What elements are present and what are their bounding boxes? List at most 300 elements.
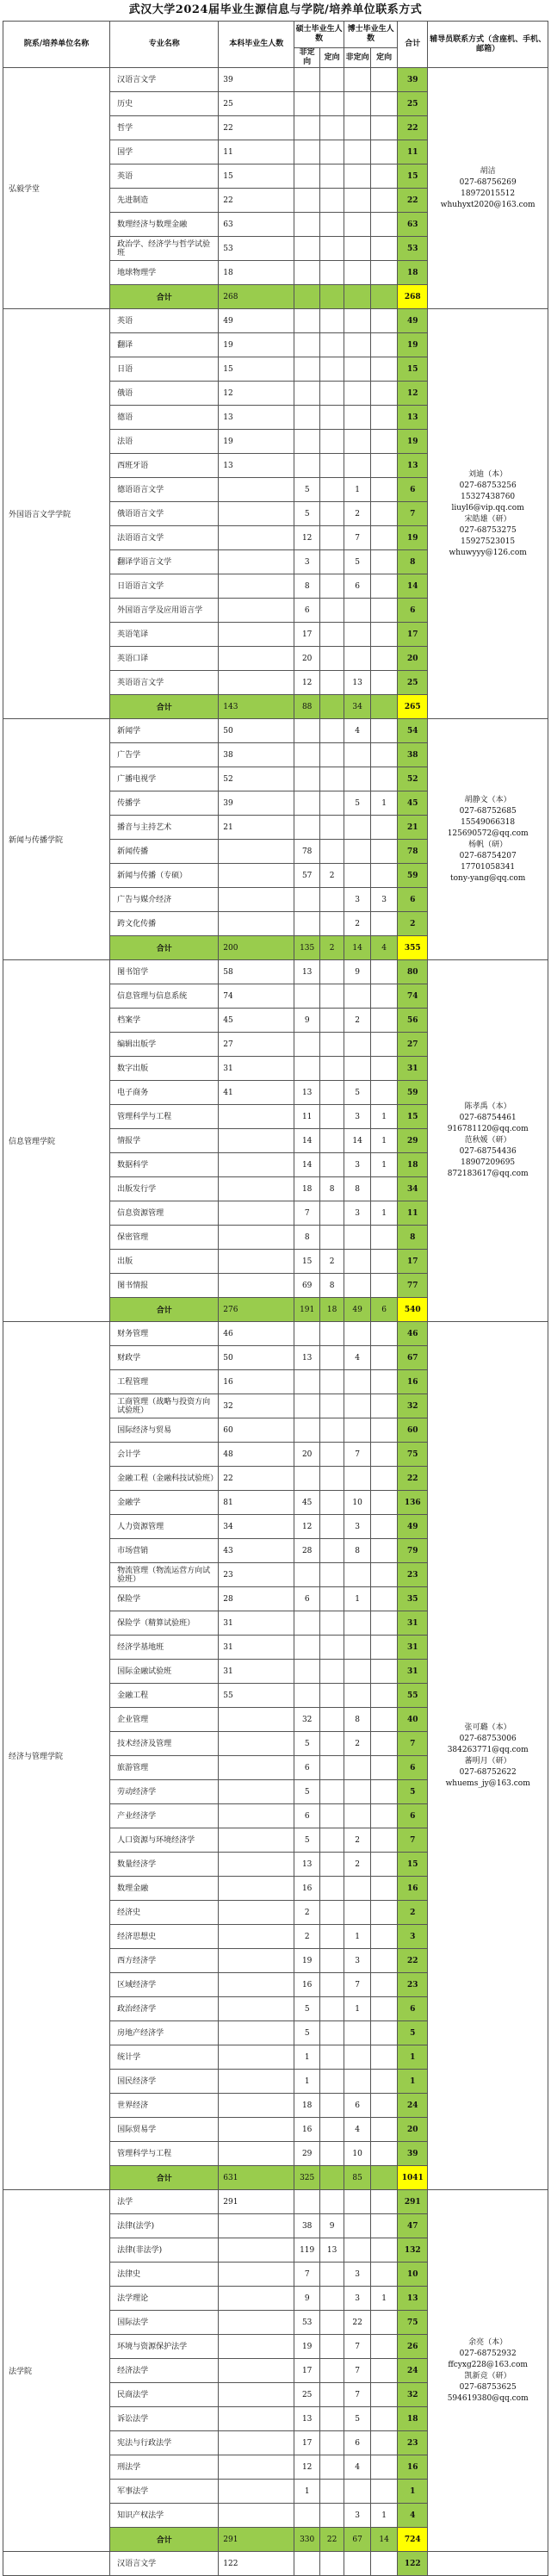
master-noncommit-cell: 6 — [294, 1756, 320, 1780]
contact-line: 594619380@qq.com — [447, 2393, 529, 2403]
undergrad-cell: 291 — [219, 2190, 294, 2214]
undergrad-cell — [219, 1997, 294, 2021]
undergrad-cell — [219, 2383, 294, 2407]
master-commit-cell — [320, 1515, 344, 1539]
undergrad-cell — [219, 2504, 294, 2528]
phd-noncommit-cell: 6 — [344, 2431, 371, 2455]
master-commit-cell — [320, 2431, 344, 2455]
phd-commit-cell: 1 — [371, 1201, 398, 1226]
contact-line: 15327438760 — [461, 492, 516, 501]
undergrad-cell: 49 — [219, 309, 294, 333]
phd-noncommit-cell: 7 — [344, 2359, 371, 2383]
phd-noncommit-cell: 9 — [344, 960, 371, 984]
contact-line: 胡洁 — [480, 166, 496, 176]
total-cell: 18 — [398, 261, 428, 285]
undergrad-cell — [219, 623, 294, 647]
master-noncommit-cell: 18 — [294, 1177, 320, 1201]
master-commit-cell — [320, 2504, 344, 2528]
major-name: 技术经济及管理 — [110, 1732, 219, 1756]
phd-noncommit-cell: 7 — [344, 1973, 371, 1997]
major-name: 世界经济 — [110, 2094, 219, 2118]
sum-master-noncommit-cell: 330 — [294, 2528, 320, 2552]
phd-noncommit-cell: 3 — [344, 2287, 371, 2311]
phd-noncommit-cell: 6 — [344, 2094, 371, 2118]
total-cell: 24 — [398, 2094, 428, 2118]
phd-commit-cell — [371, 2335, 398, 2359]
phd-commit-cell — [371, 1081, 398, 1105]
undergrad-cell — [219, 2480, 294, 2504]
master-noncommit-cell — [294, 1636, 320, 1660]
major-name: 工程管理 — [110, 1370, 219, 1394]
phd-commit-cell — [371, 2142, 398, 2166]
master-commit-cell — [320, 116, 344, 140]
phd-noncommit-cell — [344, 1684, 371, 1708]
total-cell: 1 — [398, 2070, 428, 2094]
undergrad-cell — [219, 1226, 294, 1250]
total-cell: 25 — [398, 92, 428, 116]
major-name: 保险学（精算试验班） — [110, 1611, 219, 1636]
contact-line: 15549066318 — [461, 817, 516, 827]
contact-line: 027-68752622 — [459, 1767, 517, 1777]
header-major: 专业名称 — [110, 22, 219, 68]
master-commit-cell — [320, 1587, 344, 1611]
sum-total-cell: 540 — [398, 1298, 428, 1322]
master-noncommit-cell — [294, 1563, 320, 1587]
master-commit-cell — [320, 1853, 344, 1877]
total-cell: 17 — [398, 1250, 428, 1274]
master-noncommit-cell — [294, 1684, 320, 1708]
major-name: 金融工程（金融科技试验班） — [110, 1467, 219, 1491]
major-name: 国民经济学 — [110, 2070, 219, 2094]
major-name: 英语口译 — [110, 647, 219, 671]
master-commit-cell — [320, 1611, 344, 1636]
undergrad-cell: 45 — [219, 1009, 294, 1033]
phd-commit-cell — [371, 1467, 398, 1491]
contact-line: 范秋媛（研） — [464, 1136, 511, 1145]
contact-line: 027-68754207 — [459, 851, 517, 860]
master-commit-cell — [320, 1997, 344, 2021]
major-name: 英语 — [110, 309, 219, 333]
phd-commit-cell — [371, 1033, 398, 1057]
phd-commit-cell — [371, 2359, 398, 2383]
master-noncommit-cell — [294, 743, 320, 767]
sum-label: 合计 — [110, 1298, 219, 1322]
master-noncommit-cell: 9 — [294, 1009, 320, 1033]
sum-master-commit-cell — [320, 695, 344, 719]
master-noncommit-cell: 5 — [294, 478, 320, 502]
undergrad-cell — [219, 1250, 294, 1274]
master-noncommit-cell: 1 — [294, 2045, 320, 2070]
major-name: 英语 — [110, 164, 219, 189]
phd-commit-cell — [371, 2455, 398, 2480]
major-name: 电子商务 — [110, 1081, 219, 1105]
master-commit-cell — [320, 960, 344, 984]
total-cell: 12 — [398, 382, 428, 406]
major-name: 英语笔译 — [110, 623, 219, 647]
sum-master-noncommit-cell: 325 — [294, 2166, 320, 2190]
total-cell: 49 — [398, 309, 428, 333]
master-commit-cell: 2 — [320, 864, 344, 888]
sum-master-commit-cell: 22 — [320, 2528, 344, 2552]
sum-label: 合计 — [110, 285, 219, 309]
phd-noncommit-cell — [344, 599, 371, 623]
master-noncommit-cell — [294, 1611, 320, 1636]
major-name: 先进制造 — [110, 189, 219, 213]
master-noncommit-cell: 12 — [294, 1515, 320, 1539]
undergrad-cell — [219, 574, 294, 599]
phd-commit-cell — [371, 1660, 398, 1684]
master-noncommit-cell: 6 — [294, 599, 320, 623]
master-noncommit-cell — [294, 309, 320, 333]
sum-master-commit-cell: 18 — [320, 1298, 344, 1322]
undergrad-cell — [219, 2359, 294, 2383]
master-commit-cell — [320, 1780, 344, 1804]
undergrad-cell — [219, 1732, 294, 1756]
phd-noncommit-cell — [344, 309, 371, 333]
sum-master-commit-cell — [320, 2166, 344, 2190]
undergrad-cell — [219, 2142, 294, 2166]
phd-commit-cell: 1 — [371, 2287, 398, 2311]
undergrad-cell: 50 — [219, 1346, 294, 1370]
master-commit-cell — [320, 526, 344, 550]
undergrad-cell — [219, 1853, 294, 1877]
undergrad-cell — [219, 502, 294, 526]
undergrad-cell: 60 — [219, 1418, 294, 1443]
phd-noncommit-cell: 8 — [344, 1177, 371, 1201]
phd-commit-cell — [371, 1804, 398, 1828]
master-noncommit-cell: 57 — [294, 864, 320, 888]
undergrad-cell — [219, 599, 294, 623]
master-commit-cell — [320, 1129, 344, 1153]
master-noncommit-cell — [294, 1660, 320, 1684]
phd-noncommit-cell — [344, 1274, 371, 1298]
total-cell: 15 — [398, 1105, 428, 1129]
master-commit-cell — [320, 719, 344, 743]
contact-line: 125690572@qq.com — [447, 829, 529, 838]
contact-line: 陈孝禹（本） — [464, 1102, 511, 1111]
phd-commit-cell — [371, 2480, 398, 2504]
phd-commit-cell — [371, 816, 398, 840]
table-row — [3, 2190, 548, 2214]
major-name: 工商管理（战略与投资方向试验班） — [110, 1394, 219, 1418]
contact-line: 027-68756269 — [459, 177, 517, 187]
page — [3, 0, 548, 2576]
master-commit-cell: 13 — [320, 2238, 344, 2263]
total-cell: 20 — [398, 2118, 428, 2142]
phd-commit-cell — [371, 550, 398, 574]
undergrad-cell — [219, 864, 294, 888]
phd-noncommit-cell — [344, 2070, 371, 2094]
undergrad-cell — [219, 1804, 294, 1828]
phd-commit-cell: 1 — [371, 791, 398, 816]
sum-undergrad-cell: 268 — [219, 285, 294, 309]
master-noncommit-cell: 1 — [294, 2070, 320, 2094]
phd-noncommit-cell: 10 — [344, 1491, 371, 1515]
master-commit-cell — [320, 888, 344, 912]
major-name: 知识产权法学 — [110, 2504, 219, 2528]
undergrad-cell — [219, 2214, 294, 2238]
sum-master-noncommit-cell: 135 — [294, 936, 320, 960]
undergrad-cell — [219, 1756, 294, 1780]
phd-noncommit-cell: 5 — [344, 791, 371, 816]
total-cell: 26 — [398, 2335, 428, 2359]
master-commit-cell — [320, 1370, 344, 1394]
undergrad-cell: 31 — [219, 1057, 294, 1081]
phd-noncommit-cell: 2 — [344, 1828, 371, 1853]
phd-noncommit-cell — [344, 1901, 371, 1925]
master-commit-cell — [320, 2263, 344, 2287]
master-noncommit-cell: 2 — [294, 1925, 320, 1949]
master-commit-cell — [320, 333, 344, 357]
phd-commit-cell — [371, 92, 398, 116]
phd-commit-cell — [371, 1732, 398, 1756]
master-noncommit-cell — [294, 767, 320, 791]
phd-noncommit-cell — [344, 647, 371, 671]
total-cell: 18 — [398, 2407, 428, 2431]
major-name: 人口资源与环境经济学 — [110, 1828, 219, 1853]
total-cell: 31 — [398, 1636, 428, 1660]
sum-phd-noncommit-cell: 67 — [344, 2528, 371, 2552]
contact-line: ffcyxg228@163.com — [448, 2360, 528, 2369]
undergrad-cell — [219, 526, 294, 550]
phd-commit-cell: 1 — [371, 2504, 398, 2528]
undergrad-cell: 15 — [219, 357, 294, 382]
master-noncommit-cell: 13 — [294, 1346, 320, 1370]
sum-master-noncommit-cell — [294, 285, 320, 309]
master-commit-cell — [320, 574, 344, 599]
major-name: 地球物理学 — [110, 261, 219, 285]
header-contact: 辅导员联系方式（含座机、手机、邮箱） — [428, 22, 548, 68]
sum-phd-commit-cell — [371, 285, 398, 309]
phd-noncommit-cell — [344, 1660, 371, 1684]
master-noncommit-cell: 69 — [294, 1274, 320, 1298]
phd-noncommit-cell: 2 — [344, 1732, 371, 1756]
dept-name: 外国语言文学学院 — [3, 309, 110, 719]
header-phd-noncommit: 非定向 — [344, 48, 371, 68]
master-commit-cell — [320, 984, 344, 1009]
phd-commit-cell — [371, 2021, 398, 2045]
phd-noncommit-cell — [344, 743, 371, 767]
major-name: 外国语言学及应用语言学 — [110, 599, 219, 623]
phd-commit-cell — [371, 2118, 398, 2142]
major-name: 翻译学语言文学 — [110, 550, 219, 574]
total-cell: 132 — [398, 2238, 428, 2263]
phd-commit-cell — [371, 647, 398, 671]
total-cell: 77 — [398, 1274, 428, 1298]
undergrad-cell: 39 — [219, 68, 294, 92]
undergrad-cell — [219, 2238, 294, 2263]
undergrad-cell: 19 — [219, 430, 294, 454]
master-noncommit-cell: 5 — [294, 502, 320, 526]
phd-noncommit-cell: 3 — [344, 1949, 371, 1973]
total-cell: 59 — [398, 864, 428, 888]
undergrad-cell — [219, 1828, 294, 1853]
total-cell: 1 — [398, 2480, 428, 2504]
major-name: 档案学 — [110, 1009, 219, 1033]
phd-noncommit-cell: 5 — [344, 2407, 371, 2431]
master-commit-cell — [320, 382, 344, 406]
phd-commit-cell — [371, 526, 398, 550]
master-commit-cell — [320, 1804, 344, 1828]
major-name: 物流管理（物流运营方向试验班） — [110, 1563, 219, 1587]
phd-noncommit-cell: 4 — [344, 2118, 371, 2142]
major-name: 房地产经济学 — [110, 2021, 219, 2045]
master-commit-cell — [320, 2455, 344, 2480]
phd-noncommit-cell: 13 — [344, 671, 371, 695]
undergrad-cell: 41 — [219, 1081, 294, 1105]
phd-noncommit-cell — [344, 2552, 371, 2576]
total-cell: 13 — [398, 2287, 428, 2311]
total-cell: 52 — [398, 767, 428, 791]
phd-commit-cell — [371, 1563, 398, 1587]
phd-noncommit-cell: 14 — [344, 1129, 371, 1153]
master-noncommit-cell: 53 — [294, 2311, 320, 2335]
master-noncommit-cell — [294, 213, 320, 237]
master-commit-cell — [320, 1636, 344, 1660]
major-name: 金融学 — [110, 1491, 219, 1515]
phd-commit-cell — [371, 1322, 398, 1346]
undergrad-cell — [219, 2021, 294, 2045]
master-noncommit-cell: 13 — [294, 2407, 320, 2431]
major-name: 经济思想史 — [110, 1925, 219, 1949]
total-cell: 31 — [398, 1611, 428, 1636]
master-commit-cell — [320, 671, 344, 695]
phd-commit-cell — [371, 1636, 398, 1660]
undergrad-cell: 31 — [219, 1636, 294, 1660]
master-commit-cell — [320, 1684, 344, 1708]
sum-total-cell: 1041 — [398, 2166, 428, 2190]
phd-commit-cell — [371, 1997, 398, 2021]
master-commit-cell — [320, 1394, 344, 1418]
sum-master-noncommit-cell: 88 — [294, 695, 320, 719]
major-name: 历史 — [110, 92, 219, 116]
total-cell: 32 — [398, 2383, 428, 2407]
total-cell: 56 — [398, 1009, 428, 1033]
contact-line: 杨帆（研） — [468, 840, 508, 849]
contact-line: 张可璐（本） — [464, 1723, 511, 1732]
total-cell: 35 — [398, 1587, 428, 1611]
phd-noncommit-cell: 5 — [344, 1081, 371, 1105]
total-cell: 45 — [398, 791, 428, 816]
phd-commit-cell — [371, 357, 398, 382]
master-commit-cell — [320, 68, 344, 92]
contact-info — [428, 719, 548, 960]
major-name: 翻译 — [110, 333, 219, 357]
contact-line: 027-68753625 — [459, 2382, 517, 2392]
phd-commit-cell — [371, 164, 398, 189]
undergrad-cell — [219, 647, 294, 671]
undergrad-cell — [219, 888, 294, 912]
contact-line: 027-68752932 — [459, 2349, 517, 2358]
undergrad-cell: 46 — [219, 1322, 294, 1346]
master-commit-cell — [320, 1346, 344, 1370]
master-noncommit-cell: 29 — [294, 2142, 320, 2166]
phd-noncommit-cell: 4 — [344, 719, 371, 743]
phd-commit-cell — [371, 213, 398, 237]
phd-noncommit-cell — [344, 623, 371, 647]
undergrad-cell — [219, 2094, 294, 2118]
sum-undergrad-cell: 143 — [219, 695, 294, 719]
master-commit-cell — [320, 309, 344, 333]
undergrad-cell — [219, 1973, 294, 1997]
master-noncommit-cell — [294, 189, 320, 213]
master-noncommit-cell — [294, 816, 320, 840]
major-name: 法律(法学) — [110, 2214, 219, 2238]
phd-noncommit-cell: 8 — [344, 1708, 371, 1732]
master-commit-cell — [320, 1081, 344, 1105]
phd-commit-cell — [371, 574, 398, 599]
master-noncommit-cell: 13 — [294, 1081, 320, 1105]
master-noncommit-cell — [294, 92, 320, 116]
total-cell: 10 — [398, 2263, 428, 2287]
phd-noncommit-cell — [344, 2045, 371, 2070]
phd-noncommit-cell: 2 — [344, 1009, 371, 1033]
undergrad-cell — [219, 1925, 294, 1949]
master-noncommit-cell — [294, 1418, 320, 1443]
master-noncommit-cell — [294, 382, 320, 406]
phd-commit-cell — [371, 140, 398, 164]
phd-noncommit-cell — [344, 767, 371, 791]
phd-noncommit-cell — [344, 164, 371, 189]
phd-noncommit-cell — [344, 2238, 371, 2263]
master-commit-cell — [320, 502, 344, 526]
phd-noncommit-cell: 2 — [344, 502, 371, 526]
phd-commit-cell — [371, 743, 398, 767]
sum-master-noncommit-cell: 191 — [294, 1298, 320, 1322]
major-name: 图书情报 — [110, 1274, 219, 1298]
sum-total-cell: 355 — [398, 936, 428, 960]
phd-noncommit-cell: 7 — [344, 2383, 371, 2407]
phd-noncommit-cell: 3 — [344, 2504, 371, 2528]
undergrad-cell: 50 — [219, 719, 294, 743]
total-cell: 25 — [398, 671, 428, 695]
phd-commit-cell — [371, 333, 398, 357]
master-noncommit-cell — [294, 1467, 320, 1491]
major-name: 数据科学 — [110, 1153, 219, 1177]
contact-line: 027-68752685 — [459, 806, 517, 816]
master-commit-cell — [320, 1828, 344, 1853]
master-noncommit-cell: 16 — [294, 1877, 320, 1901]
phd-noncommit-cell: 3 — [344, 2263, 371, 2287]
phd-noncommit-cell — [344, 213, 371, 237]
phd-commit-cell — [371, 1057, 398, 1081]
master-commit-cell — [320, 454, 344, 478]
total-cell: 6 — [398, 1804, 428, 1828]
phd-commit-cell — [371, 2070, 398, 2094]
total-cell: 5 — [398, 2021, 428, 2045]
phd-commit-cell — [371, 1491, 398, 1515]
undergrad-cell: 39 — [219, 791, 294, 816]
sum-total-cell: 724 — [398, 2528, 428, 2552]
sum-master-commit-cell — [320, 285, 344, 309]
phd-noncommit-cell — [344, 261, 371, 285]
master-commit-cell — [320, 743, 344, 767]
total-cell: 7 — [398, 1828, 428, 1853]
phd-commit-cell — [371, 1418, 398, 1443]
major-name: 企业管理 — [110, 1708, 219, 1732]
master-commit-cell — [320, 1973, 344, 1997]
phd-commit-cell — [371, 840, 398, 864]
undergrad-cell — [219, 1177, 294, 1201]
phd-commit-cell — [371, 2407, 398, 2431]
major-name: 数理金融 — [110, 1877, 219, 1901]
contact-line: 18907209695 — [461, 1158, 516, 1167]
total-cell: 22 — [398, 1949, 428, 1973]
major-name: 出版发行学 — [110, 1177, 219, 1201]
major-name: 德语语言文学 — [110, 478, 219, 502]
master-noncommit-cell — [294, 333, 320, 357]
phd-noncommit-cell — [344, 406, 371, 430]
